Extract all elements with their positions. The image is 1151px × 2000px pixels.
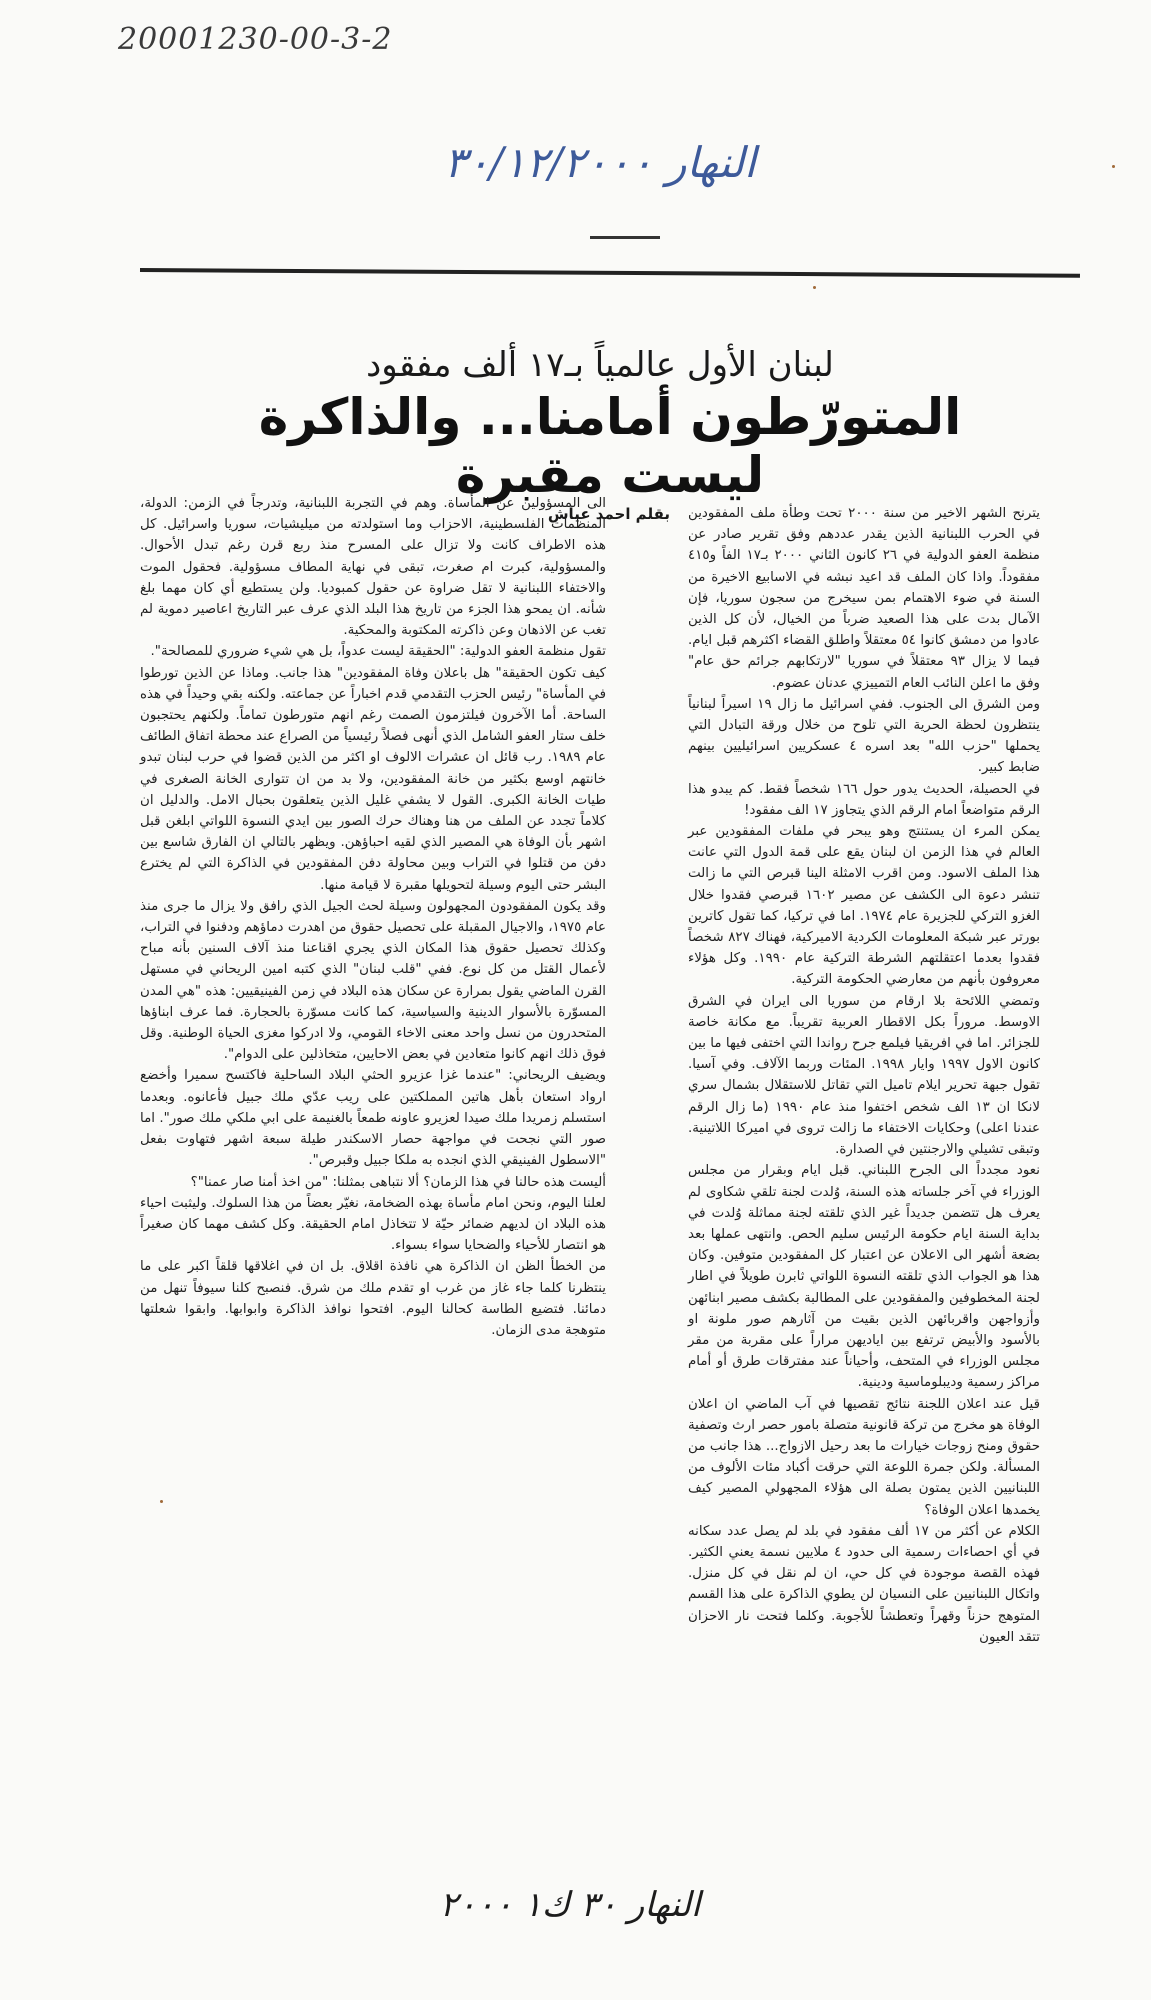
article-paragraph: في الحصيلة، الحديث يدور حول ١٦٦ شخصاً فقط. كم يبدو هذا الرقم متواضعاً امام الرقم الذي يتجاوز ١٧ الف مفقود! <box>688 781 1041 818</box>
article-kicker: لبنان الأول عالمياً بـ١٧ ألف مفقود <box>366 345 834 385</box>
article-paragraph: ومن الشرق الى الجنوب. ففي اسرائيل ما زال ١٩ اسيراً لبنانياً ينتظرون لحظة الحرية التي تلوح من خلال ورقة التبادل التي يحملها "حزب الله" بعد اسره ٤ عسكريين اسرائيليين بينهم ضابط كبير. <box>688 696 1040 776</box>
article-paragraph: ويضيف الريحاني: "عندما غزا عزيرو الحثي البلاد الساحلية فاكتسح سميرا وأخضع ارواد استعان بأهل هاتين المملكتين على ريب عدّي ملك جبيل فأعانوه. وبعدما استسلم زمريدا ملك صيدا لعزيرو عاونه طمعاً بالغنيمة على ابي ملكي ملك صور". اما صور التي نجحت في مواجهة حصار الاسكندر طيلة سبعة اشهر فتهاوت بفعل "الاسطول الفينيقي الذي انجده به ملكا جبيل وقبرص". <box>140 1068 606 1169</box>
article-paragraph: تقول منظمة العفو الدولية: "الحقيقة ليست عدواً، بل هي شيء ضروري للمصالحة". <box>150 644 606 660</box>
article-column-left <box>140 493 606 1341</box>
article-headline: المتورّطون أمامنا... والذاكرة ليست مقبرة <box>258 388 962 504</box>
article-paragraph: نعود مجدداً الى الجرح اللبناني. قبل ايام وبقرار من مجلس الوزراء في آخر جلساته هذه السنة، وُلدت لجنة تلقي شكاوى لم يعرف هل تتضمن جديداً غير الذي تلقته لجنة مماثلة وُلدت في بداية السنة ايام حكومة الرئيس سليم الحص. وانتهى عملها بعد بضعة أشهر الى الاعلان عن اعتبار كل المفقودين متوفين. وكان هذا هو الجواب الذي تلقته النسوة اللواتي ثابرن طويلاً في اطار لجنة المخطوفين والمفقودين على المطالبة بكشف مصير ابنائهن وأزواجهن واقربائهن الذين بقيت من آثارهم صور ملونة او بالأسود والأبيض ترتفع بين اياديهن مراراً على مقربة من مقر مجلس الوزراء في المتحف، وأحياناً عند مفترقات طرق أو أمام مراكز رسمية وديبلوماسية ودينية. <box>688 1163 1040 1391</box>
article-paragraph: الكلام عن أكثر من ١٧ ألف مفقود في بلد لم يصل عدد سكانه في أي احصاءات رسمية الى حدود ٤ ملايين نسمة يعني الكثير. فهذه القصة موجودة في كل حي، ان لم نقل في كل منزل. واتكال اللبنانيين على النسيان لن يطوي الذاكرة على هذا القسم المتوهج حزناً وقهراً وتعطشاً للأجوبة. وكلما فتحت نار الاحزان تتقد العيون <box>688 1523 1040 1645</box>
archive-reference-code: 20001230-00-3-2 <box>118 22 393 57</box>
handwritten-source-date: النهار ٣٠/١٢/٢٠٠٠ <box>444 138 756 187</box>
article-paragraph: كيف تكون الحقيقة" هل باعلان وفاة المفقودين" هذا جانب. وماذا عن الذين تورطوا في المأساة" رئيس الحزب التقدمي قدم اخباراً عن جماعته. ولكنه بقي وحيداً في هذه الساحة. أما الآخرون فيلتزمون الصمت رغم انهم متورطون تماماً. ولكنهم يحتجبون خلف ستار العفو الشامل الذي أنهى فصلاً رئيسياً من الصراع عند محطة اتفاق الطائف عام ١٩٨٩. رب قائل ان عشرات الالوف او اكثر من الذين قضوا في حرب لبنان تبدو خانتهم اوسع بكثير من خانة المفقودين، ولا بد من ان تتوارى الخانة الصغرى في طيات الخانة الكبرى. القول لا يشفي غليل الذين يتعلقون بحبال الامل. والدليل ان كلاماً تجدد عن الملف من هنا وهناك حرك الصور بين ايدي النسوة اللواتي ابلغن قبل اشهر بأن الوفاة هي المصير الذي لقيه احباؤهن. ويظهر بالتالي ان الفارق شاسع بين دفن من قتلوا في التراب وبين محاولة دفن المفقودين في الذاكرة التي لم يخترع البشر حتى اليوم وسيلة لتحويلها مقبرة لا قيامة منها. <box>140 665 606 893</box>
header-rule-divider <box>140 268 1080 278</box>
date-underline-mark <box>590 236 660 239</box>
article-byline: بقلم احمد عياش <box>547 505 670 523</box>
article-paragraph: لعلنا اليوم، ونحن امام مأساة بهذه الضخامة، نغيّر بعضاً من هذا السلوك. وليثبت احياء هذه البلاد ان لديهم ضمائر حيّة لا تتخاذل امام الحقيقة. وكل كشف مهما كان صغيراً هو انتصار للأحياء والضحايا سواء بسواء. <box>140 1195 606 1254</box>
article-paragraph: يترنح الشهر الاخير من سنة ٢٠٠٠ تحت وطأة ملف المفقودين في الحرب اللبنانية الذين يقدر عددهم وفق تقرير صادر عن منظمة العفو الدولية في ٢٦ كانون الثاني ٢٠٠٠ بـ١٧ الفاً و٤١٥ مفقوداً. واذا كان الملف قد اعيد نبشه في الاسابيع الاخيرة من السنة في ضوء الاهتمام بمن سيخرج من سجون سوريا، فإن الآمال بدت على هذا الصعيد ضرباً من الخيال، لأن كل الذين عادوا من دمشق كانوا ٥٤ معتقلاً واطلق القضاء اكثرهم قبل ايام. فيما لا يزال ٩٣ معتقلاً في سوريا "لارتكابهم جرائم حق عام" وفق ما اعلن النائب العام التمييزي عدنان عضوم. <box>688 506 1041 691</box>
paper-speck <box>813 286 816 289</box>
article-paragraph: قيل عند اعلان اللجنة نتائج تقصيها في آب الماضي ان اعلان الوفاة هو مخرج من تركة قانونية متصلة بامور حصر ارث وتصفية حقوق ومنح زوجات خيارات ما بعد رحيل الازواج... هذا جانب من المسألة. ولكن جمرة اللوعة التي حرقت أكباد مئات الألوف من اللبنانيين الذين يمتون بصلة الى هؤلاء المجهولي المصير كيف يخمدها اعلان الوفاة؟ <box>688 1396 1040 1518</box>
paper-speck <box>160 1500 163 1503</box>
article-paragraph: من الخطأ الظن ان الذاكرة هي نافذة اقلاق. بل ان في اغلاقها قلقاً اكبر على ما ينتظرنا كلما جاء غاز من غرب او تقدم ملك من شرق. فنصبح كلنا سيوفاً تنهل من دمائنا. فتضيع الطاسة كحالنا اليوم. افتحوا نوافذ الذاكرة وابوابها. وابقوا شعلتها متوهجة مدى الزمان. <box>140 1259 606 1338</box>
article-paragraph: وتمضي اللائحة بلا ارقام من سوريا الى ايران في الشرق الاوسط. مروراً بكل الاقطار العربية تقريباً. مع مكانة خاصة للجزائر. اما في افريقيا فيلمع جرح رواندا التي اختفى فيها ما بين كانون الاول ١٩٩٧ وايار ١٩٩٨. المئات وربما الآلاف. وفي آسيا. تقول جبهة تحرير ايلام تاميل التي تقاتل للاستقلال بشمال سري لانكا ان ١٣ الف شخص اختفوا منذ عام ١٩٩٠ (ما زال الرقم عندنا اعلى) وحكايات الاختفاء ما زالت تروى في اميركا اللاتينية. وتبقى تشيلي والارجنتين في الصدارة. <box>688 993 1040 1158</box>
article-paragraph: الى المسؤولين عن المأساة. وهم في التجربة اللبنانية، وتدرجاً في الزمن: الدولة، المنظمات الفلسطينية، الاحزاب وما استولدته من ميليشيات، سوريا واسرائيل. كل هذه الاطراف كانت ولا تزال على المسرح منذ ربع قرن رغم تبدل الأحوال. والمسؤولية، كبرت ام صغرت، تبقى في نهاية المطاف مسؤولية. فحقول الموت والاختفاء اللبنانية لا تقل ضراوة عن حقول كمبوديا. ولن يستطيع أي كان مهما بلغ شأنه. ان يمحو هذا الجزء من تاريخ هذا البلد الذي عرف عبر التاريخ اعاصير دموية لم تغب عن الاذهان وعن ذاكرته المكتوبة والمحكية. <box>140 496 606 639</box>
paper-speck <box>1112 165 1115 168</box>
handwritten-footer-date: النهار ٣٠ ك١ ٢٠٠٠ <box>439 1885 701 1925</box>
article-paragraph: يمكن المرء ان يستنتج وهو يبحر في ملفات المفقودين عبر العالم في هذا الزمن ان لبنان يقع على قمة الدول التي عانت هذا الملف الاسود. ومن اقرب الامثلة الينا قبرص التي ما زالت تنشر دعوة الى الكشف عن مصير ١٦٠٢ قبرصي فقدوا خلال الغزو التركي للجزيرة عام ١٩٧٤. اما في تركيا، كما تقول كاترين بورتر عبر شبكة المعلومات الكردية الاميركية، فهناك ٨٢٧ شخصاً فقدوا بعدما اعتقلتهم الشرطة التركية عام ١٩٩٠. وكل هؤلاء معروفون بأنهم من معارضي الحكومة التركية. <box>688 824 1041 988</box>
article-paragraph: وقد يكون المفقودون المجهولون وسيلة لحث الجيل الذي رافق ولا يزال ما جرى منذ عام ١٩٧٥، والاجيال المقبلة على تحصيل حقوق من اهدرت دماؤهم ودفنوا في التراب، وكذلك تحصيل حقوق هذا المكان الذي يجري اقناعنا منذ آلاف السنين بأنه مباح لأعمال القتل من كل نوع. ففي "قلب لبنان" الذي كتبه امين الريحاني في مستهل القرن الماضي يقول بمرارة عن سكان هذه البلاد في زمن الفينيقيين: هذه "هي المدن المسوّرة بالأسوار الدينية والسياسية، كما كانت مسوّرة بالحجارة. فما عرف ابناؤها المتحدرون من نسل واحد معنى الاخاء القومي، ولا ادركوا مغزى الحياة الوطنية. وقل فوق ذلك انهم كانوا متعادين في بعض الاحايين، متخاذلين على الدوام". <box>140 898 606 1063</box>
article-column-right <box>688 503 1040 1648</box>
article-paragraph: أليست هذه حالنا في هذا الزمان؟ ألا نتباهى بمثلنا: "من اخذ أمنا صار عمنا"؟ <box>190 1174 606 1190</box>
